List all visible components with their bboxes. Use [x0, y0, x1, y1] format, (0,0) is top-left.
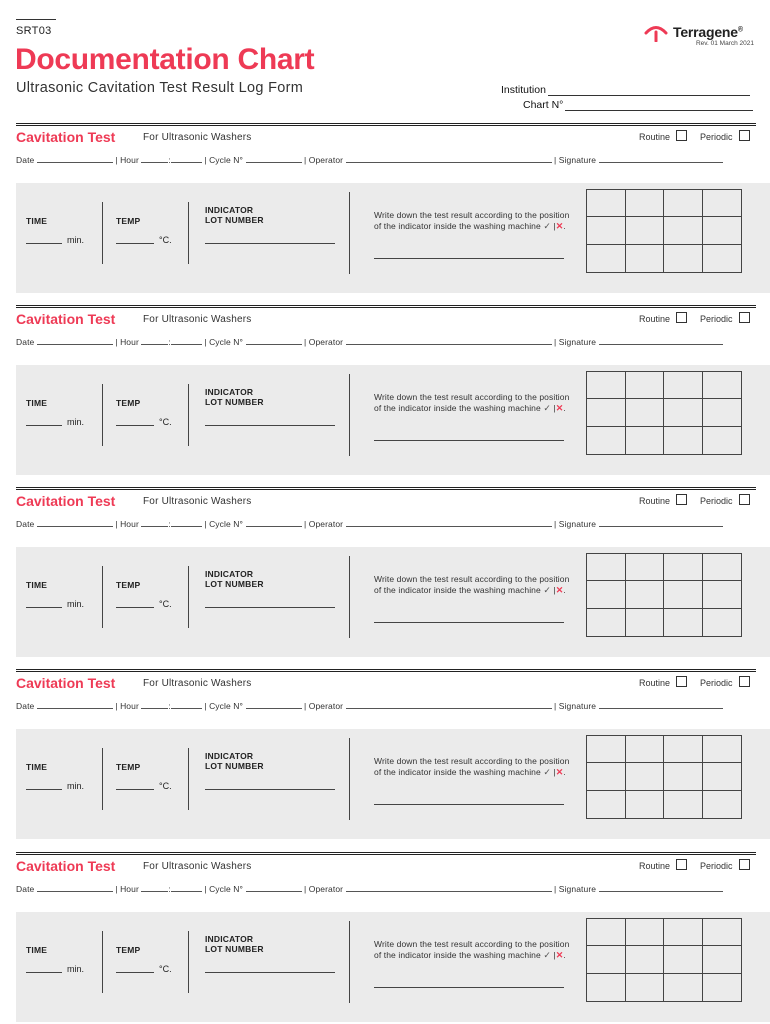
- grid-cell[interactable]: [587, 372, 626, 399]
- date-label: Date: [16, 884, 35, 894]
- section-title: Cavitation Test: [16, 675, 116, 691]
- temp-field[interactable]: [116, 972, 154, 973]
- indicator-lot-field[interactable]: [205, 789, 335, 790]
- hour-field[interactable]: [141, 155, 171, 165]
- cycle-label: | Cycle N°: [204, 337, 244, 347]
- time-field[interactable]: [26, 425, 62, 426]
- celsius-unit: °C.: [159, 417, 172, 427]
- cavitation-test-section-4: [0, 669, 770, 851]
- section-title: Cavitation Test: [16, 129, 116, 145]
- cross-icon: ✕: [555, 766, 564, 777]
- signature-field[interactable]: [599, 701, 723, 709]
- temp-label: TEMP: [116, 398, 141, 408]
- result-note-field[interactable]: [374, 987, 564, 988]
- grid-cell[interactable]: [587, 919, 626, 946]
- grid-cell[interactable]: [703, 217, 742, 244]
- operator-field[interactable]: [346, 701, 552, 709]
- grid-cell[interactable]: [703, 791, 742, 818]
- cycle-label: | Cycle N°: [204, 155, 244, 165]
- chart-number-line[interactable]: [565, 101, 753, 111]
- grid-cell[interactable]: [664, 974, 703, 1001]
- record-fields-row: [16, 884, 723, 894]
- routine-option[interactable]: [639, 314, 687, 324]
- operator-field[interactable]: [346, 337, 552, 345]
- column-divider: [188, 748, 189, 810]
- grid-cell[interactable]: [587, 427, 626, 454]
- time-label: TIME: [26, 945, 48, 955]
- check-icon: ✓: [543, 766, 551, 777]
- chart-number-label: Chart N°: [523, 99, 564, 111]
- hour-separator: :: [168, 519, 171, 529]
- grid-cell[interactable]: [664, 581, 703, 608]
- section-divider: [16, 123, 756, 126]
- hour-field[interactable]: [141, 337, 171, 347]
- indicator-lot-label: INDICATOR LOT NUMBER: [205, 205, 264, 225]
- grid-cell[interactable]: [587, 946, 626, 973]
- position-result-grid: [586, 918, 742, 1002]
- routine-checkbox[interactable]: [676, 494, 687, 505]
- institution-field[interactable]: [501, 84, 750, 96]
- column-divider: [349, 556, 350, 638]
- page-header: [0, 0, 770, 122]
- result-note-field[interactable]: [374, 440, 564, 441]
- celsius-unit: °C.: [159, 599, 172, 609]
- indicator-lot-field[interactable]: [205, 607, 335, 608]
- record-fields-row: [16, 337, 723, 347]
- instruction-text: Write down the test result according to the position of the indicator inside the washing machine ✓ |✕.: [374, 756, 570, 777]
- grid-cell[interactable]: [626, 554, 665, 581]
- grid-cell[interactable]: [664, 245, 703, 272]
- column-divider: [102, 566, 103, 628]
- grid-cell[interactable]: [664, 217, 703, 244]
- test-result-panel: [16, 547, 770, 657]
- column-divider: [188, 931, 189, 993]
- min-unit: min.: [67, 781, 85, 791]
- date-label: Date: [16, 337, 35, 347]
- grid-cell[interactable]: [664, 791, 703, 818]
- periodic-checkbox[interactable]: [739, 859, 750, 870]
- time-field[interactable]: [26, 607, 62, 608]
- routine-option[interactable]: [639, 132, 687, 142]
- time-field[interactable]: [26, 243, 62, 244]
- section-divider: [16, 669, 756, 672]
- grid-cell[interactable]: [703, 736, 742, 763]
- section-subtitle: For Ultrasonic Washers: [143, 314, 252, 325]
- cycle-field[interactable]: [246, 701, 302, 709]
- routine-checkbox[interactable]: [676, 859, 687, 870]
- hour-field[interactable]: [141, 701, 171, 711]
- check-icon: ✓: [543, 220, 551, 231]
- grid-cell[interactable]: [626, 974, 665, 1001]
- hour-separator: :: [168, 155, 171, 165]
- grid-cell[interactable]: [664, 427, 703, 454]
- time-label: TIME: [26, 216, 48, 226]
- revision-label: Rev. 01 March 2021: [695, 40, 754, 47]
- column-divider: [349, 192, 350, 274]
- code-overline: [16, 19, 56, 20]
- grid-cell[interactable]: [664, 554, 703, 581]
- routine-checkbox[interactable]: [676, 676, 687, 687]
- signature-label: | Signature: [554, 337, 597, 347]
- cycle-label: | Cycle N°: [204, 519, 244, 529]
- instruction-text: Write down the test result according to the position of the indicator inside the washing machine ✓ |✕.: [374, 392, 570, 413]
- indicator-lot-field[interactable]: [205, 972, 335, 973]
- section-subtitle: For Ultrasonic Washers: [143, 678, 252, 689]
- hour-separator: :: [168, 884, 171, 894]
- hour-label: | Hour: [115, 155, 139, 165]
- periodic-label: Periodic: [700, 496, 733, 506]
- column-divider: [102, 931, 103, 993]
- symbol-separator: |: [553, 949, 556, 960]
- signature-field[interactable]: [599, 884, 723, 892]
- temp-field[interactable]: [116, 243, 154, 244]
- routine-label: Routine: [639, 132, 671, 142]
- hour-label: | Hour: [115, 884, 139, 894]
- grid-cell[interactable]: [587, 554, 626, 581]
- cross-icon: ✕: [555, 584, 564, 595]
- celsius-unit: °C.: [159, 235, 172, 245]
- time-field[interactable]: [26, 789, 62, 790]
- grid-cell[interactable]: [587, 217, 626, 244]
- grid-cell[interactable]: [626, 372, 665, 399]
- cycle-field[interactable]: [246, 155, 302, 163]
- signature-label: | Signature: [554, 519, 597, 529]
- periodic-checkbox[interactable]: [739, 494, 750, 505]
- periodic-option[interactable]: [700, 496, 750, 506]
- grid-cell[interactable]: [664, 609, 703, 636]
- cycle-field[interactable]: [246, 337, 302, 345]
- signature-field[interactable]: [599, 155, 723, 163]
- grid-cell[interactable]: [626, 245, 665, 272]
- grid-cell[interactable]: [587, 763, 626, 790]
- hour-separator: :: [168, 701, 171, 711]
- periodic-label: Periodic: [700, 678, 733, 688]
- symbol-separator: |: [553, 584, 556, 595]
- grid-cell[interactable]: [664, 919, 703, 946]
- section-subtitle: For Ultrasonic Washers: [143, 132, 252, 143]
- operator-label: | Operator: [303, 155, 344, 165]
- cycle-label: | Cycle N°: [204, 701, 244, 711]
- column-divider: [349, 374, 350, 456]
- test-result-panel: [16, 729, 770, 839]
- operator-label: | Operator: [303, 884, 344, 894]
- periodic-label: Periodic: [700, 132, 733, 142]
- column-divider: [349, 921, 350, 1003]
- record-fields-row: [16, 701, 723, 711]
- result-note-field[interactable]: [374, 258, 564, 259]
- grid-cell[interactable]: [587, 609, 626, 636]
- hour-label: | Hour: [115, 337, 139, 347]
- periodic-option[interactable]: [700, 314, 750, 324]
- grid-cell[interactable]: [703, 946, 742, 973]
- institution-label: Institution: [501, 84, 546, 96]
- temp-label: TEMP: [116, 762, 141, 772]
- temp-field[interactable]: [116, 789, 154, 790]
- check-icon: ✓: [543, 949, 551, 960]
- grid-cell[interactable]: [703, 581, 742, 608]
- celsius-unit: °C.: [159, 781, 172, 791]
- section-title: Cavitation Test: [16, 493, 116, 509]
- record-fields-row: [16, 155, 723, 165]
- routine-checkbox[interactable]: [676, 130, 687, 141]
- date-label: Date: [16, 519, 35, 529]
- column-divider: [102, 384, 103, 446]
- operator-field[interactable]: [346, 155, 552, 163]
- periodic-option[interactable]: [700, 132, 750, 142]
- section-subtitle: For Ultrasonic Washers: [143, 861, 252, 872]
- page-title: Documentation Chart: [15, 43, 315, 76]
- grid-cell[interactable]: [626, 399, 665, 426]
- signature-label: | Signature: [554, 155, 597, 165]
- time-field[interactable]: [26, 972, 62, 973]
- periodic-checkbox[interactable]: [739, 676, 750, 687]
- routine-option[interactable]: [639, 861, 687, 871]
- date-label: Date: [16, 701, 35, 711]
- cavitation-test-section-5: [0, 852, 770, 1024]
- indicator-lot-field[interactable]: [205, 243, 335, 244]
- routine-label: Routine: [639, 496, 671, 506]
- grid-cell[interactable]: [626, 609, 665, 636]
- cycle-field[interactable]: [246, 519, 302, 527]
- date-label: Date: [16, 155, 35, 165]
- grid-cell[interactable]: [587, 399, 626, 426]
- temp-label: TEMP: [116, 216, 141, 226]
- temp-field[interactable]: [116, 607, 154, 608]
- test-result-panel: [16, 183, 770, 293]
- temp-field[interactable]: [116, 425, 154, 426]
- grid-cell[interactable]: [703, 919, 742, 946]
- minute-field[interactable]: [171, 701, 202, 709]
- routine-label: Routine: [639, 861, 671, 871]
- position-result-grid: [586, 371, 742, 455]
- cavitation-test-section-2: [0, 305, 770, 487]
- grid-cell[interactable]: [703, 190, 742, 217]
- logo-arc-icon: [643, 22, 669, 42]
- cross-icon: ✕: [555, 949, 564, 960]
- column-divider: [188, 202, 189, 264]
- routine-option[interactable]: [639, 678, 687, 688]
- symbol-separator: |: [553, 766, 556, 777]
- time-label: TIME: [26, 762, 48, 772]
- instruction-text: Write down the test result according to the position of the indicator inside the washing machine ✓ |✕.: [374, 574, 570, 595]
- grid-cell[interactable]: [587, 190, 626, 217]
- record-fields-row: [16, 519, 723, 529]
- brand-name: Terragene®: [673, 24, 743, 40]
- section-title: Cavitation Test: [16, 858, 116, 874]
- grid-cell[interactable]: [626, 581, 665, 608]
- operator-label: | Operator: [303, 337, 344, 347]
- minute-field[interactable]: [171, 155, 202, 163]
- instruction-text: Write down the test result according to the position of the indicator inside the washing machine ✓ |✕.: [374, 210, 570, 231]
- column-divider: [188, 384, 189, 446]
- hour-field[interactable]: [141, 519, 171, 529]
- operator-field[interactable]: [346, 519, 552, 527]
- operator-label: | Operator: [303, 701, 344, 711]
- cycle-label: | Cycle N°: [204, 884, 244, 894]
- grid-cell[interactable]: [703, 763, 742, 790]
- signature-field[interactable]: [599, 337, 723, 345]
- grid-cell[interactable]: [703, 245, 742, 272]
- time-label: TIME: [26, 580, 48, 590]
- test-result-panel: [16, 365, 770, 475]
- grid-cell[interactable]: [626, 791, 665, 818]
- routine-label: Routine: [639, 678, 671, 688]
- min-unit: min.: [67, 964, 85, 974]
- grid-cell[interactable]: [703, 427, 742, 454]
- hour-field[interactable]: [141, 884, 171, 894]
- routine-checkbox[interactable]: [676, 312, 687, 323]
- grid-cell[interactable]: [664, 190, 703, 217]
- minute-field[interactable]: [171, 884, 202, 892]
- position-result-grid: [586, 735, 742, 819]
- position-result-grid: [586, 189, 742, 273]
- date-field[interactable]: [37, 337, 113, 345]
- section-title: Cavitation Test: [16, 311, 116, 327]
- date-field[interactable]: [37, 884, 113, 892]
- cavitation-test-section-1: [0, 123, 770, 305]
- grid-cell[interactable]: [587, 736, 626, 763]
- indicator-lot-label: INDICATOR LOT NUMBER: [205, 751, 264, 771]
- grid-cell[interactable]: [626, 946, 665, 973]
- operator-label: | Operator: [303, 519, 344, 529]
- temp-label: TEMP: [116, 945, 141, 955]
- check-icon: ✓: [543, 584, 551, 595]
- position-result-grid: [586, 553, 742, 637]
- routine-label: Routine: [639, 314, 671, 324]
- signature-label: | Signature: [554, 884, 597, 894]
- cycle-field[interactable]: [246, 884, 302, 892]
- section-divider: [16, 305, 756, 308]
- grid-cell[interactable]: [664, 372, 703, 399]
- symbol-separator: |: [553, 402, 556, 413]
- grid-cell[interactable]: [587, 245, 626, 272]
- minute-field[interactable]: [171, 519, 202, 527]
- hour-label: | Hour: [115, 519, 139, 529]
- grid-cell[interactable]: [703, 974, 742, 1001]
- periodic-checkbox[interactable]: [739, 130, 750, 141]
- grid-cell[interactable]: [703, 609, 742, 636]
- celsius-unit: °C.: [159, 964, 172, 974]
- symbol-separator: |: [553, 220, 556, 231]
- indicator-lot-field[interactable]: [205, 425, 335, 426]
- cross-icon: ✕: [555, 220, 564, 231]
- chart-number-field[interactable]: [523, 99, 753, 111]
- routine-option[interactable]: [639, 496, 687, 506]
- temp-label: TEMP: [116, 580, 141, 590]
- test-result-panel: [16, 912, 770, 1022]
- grid-cell[interactable]: [664, 946, 703, 973]
- operator-field[interactable]: [346, 884, 552, 892]
- grid-cell[interactable]: [587, 974, 626, 1001]
- signature-field[interactable]: [599, 519, 723, 527]
- min-unit: min.: [67, 417, 85, 427]
- grid-cell[interactable]: [703, 372, 742, 399]
- grid-cell[interactable]: [626, 427, 665, 454]
- periodic-option[interactable]: [700, 861, 750, 871]
- grid-cell[interactable]: [626, 736, 665, 763]
- column-divider: [349, 738, 350, 820]
- document-code: SRT03: [16, 25, 52, 37]
- grid-cell[interactable]: [664, 763, 703, 790]
- time-label: TIME: [26, 398, 48, 408]
- grid-cell[interactable]: [664, 736, 703, 763]
- hour-separator: :: [168, 337, 171, 347]
- indicator-lot-label: INDICATOR LOT NUMBER: [205, 387, 264, 407]
- date-field[interactable]: [37, 155, 113, 163]
- signature-label: | Signature: [554, 701, 597, 711]
- grid-cell[interactable]: [626, 217, 665, 244]
- indicator-lot-label: INDICATOR LOT NUMBER: [205, 934, 264, 954]
- column-divider: [188, 566, 189, 628]
- minute-field[interactable]: [171, 337, 202, 345]
- date-field[interactable]: [37, 519, 113, 527]
- result-note-field[interactable]: [374, 622, 564, 623]
- grid-cell[interactable]: [626, 919, 665, 946]
- institution-line[interactable]: [548, 86, 750, 96]
- cavitation-test-section-3: [0, 487, 770, 669]
- section-divider: [16, 852, 756, 855]
- page-subtitle: Ultrasonic Cavitation Test Result Log Form: [16, 80, 304, 96]
- grid-cell[interactable]: [703, 554, 742, 581]
- periodic-option[interactable]: [700, 678, 750, 688]
- grid-cell[interactable]: [587, 581, 626, 608]
- cross-icon: ✕: [555, 402, 564, 413]
- min-unit: min.: [67, 599, 85, 609]
- min-unit: min.: [67, 235, 85, 245]
- check-icon: ✓: [543, 402, 551, 413]
- grid-cell[interactable]: [703, 399, 742, 426]
- periodic-label: Periodic: [700, 861, 733, 871]
- periodic-label: Periodic: [700, 314, 733, 324]
- hour-label: | Hour: [115, 701, 139, 711]
- section-divider: [16, 487, 756, 490]
- grid-cell[interactable]: [664, 399, 703, 426]
- indicator-lot-label: INDICATOR LOT NUMBER: [205, 569, 264, 589]
- grid-cell[interactable]: [587, 791, 626, 818]
- result-note-field[interactable]: [374, 804, 564, 805]
- grid-cell[interactable]: [626, 763, 665, 790]
- section-subtitle: For Ultrasonic Washers: [143, 496, 252, 507]
- periodic-checkbox[interactable]: [739, 312, 750, 323]
- grid-cell[interactable]: [626, 190, 665, 217]
- column-divider: [102, 748, 103, 810]
- date-field[interactable]: [37, 701, 113, 709]
- column-divider: [102, 202, 103, 264]
- instruction-text: Write down the test result according to the position of the indicator inside the washing machine ✓ |✕.: [374, 939, 570, 960]
